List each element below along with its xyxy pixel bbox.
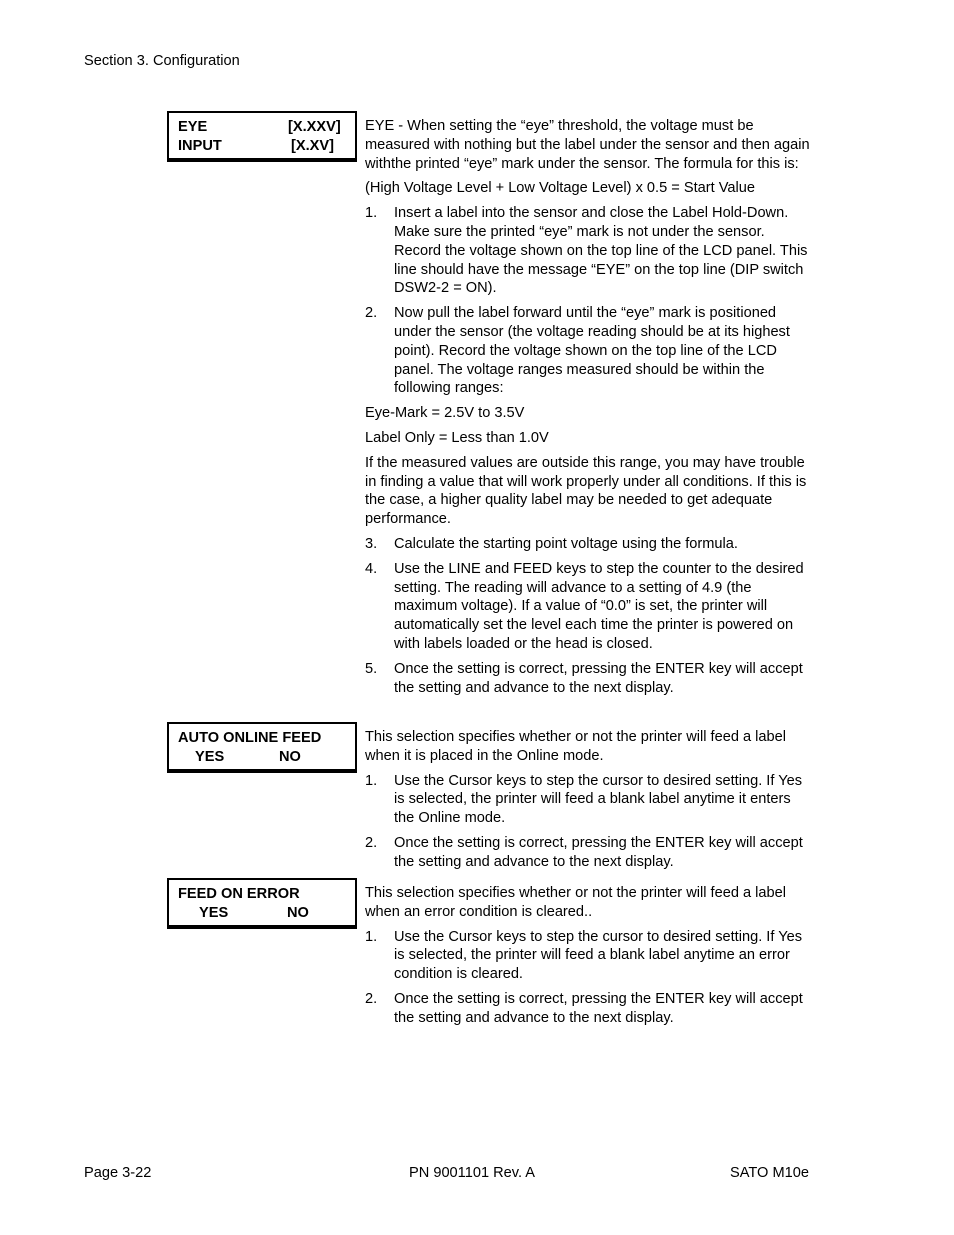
feed-on-error-lcd-display	[167, 878, 357, 929]
lcd-line1: FEED ON ERROR	[178, 886, 300, 902]
lcd-line2-left: YES	[195, 749, 225, 765]
item-text: Once the setting is correct, pressing the ENTER key will accept the setting and advance to the next display.	[394, 990, 803, 1026]
range-warning: If the measured values are outside this range, you may have trouble in finding a value that will work properly under all conditions. If this is the case, a higher quality label may be needed to get adequate performance.	[365, 454, 807, 528]
list-item	[365, 660, 810, 698]
label-only-range: Label Only = Less than 1.0V	[365, 429, 549, 446]
item-number: 5.	[365, 660, 378, 677]
item-text: Now pull the label forward until the “eye” mark is positioned under the sensor (the voltage reading should be at its highest point). Record the voltage shown on the top line of the LCD panel. The voltage ranges measured should be within the following ranges:	[394, 305, 790, 397]
lcd-line2-left: YES	[199, 905, 229, 921]
item-number: 2.	[365, 990, 378, 1007]
list-item	[365, 990, 810, 1028]
printer-model: SATO M10e	[730, 1165, 809, 1181]
list-item	[365, 772, 810, 828]
item-number: 4.	[365, 560, 378, 577]
part-number: PN 9001101 Rev. A	[409, 1165, 536, 1181]
item-text: Insert a label into the sensor and close the Label Hold-Down. Make sure the printed “eye” mark is not under the sensor. Record the voltage shown on the top line of the LCD panel. This line should have the message “EYE” on the top line (DIP switch DSW2-2 = ON).	[394, 205, 808, 297]
lcd-line1-right: [X.XXV]	[288, 119, 341, 135]
section-header: Section 3. Configuration	[84, 53, 240, 69]
feed-on-error-intro: This selection specifies whether or not the printer will feed a label when an error condition is cleared..	[365, 885, 787, 920]
eye-intro: EYE - When setting the “eye” threshold, the voltage must be measured with nothing but the label under the sensor and then again withthe printed “eye” mark under the sensor. The formula for this is:	[365, 118, 810, 172]
list-item	[365, 304, 810, 398]
lcd-line1: AUTO ONLINE FEED	[178, 730, 322, 746]
lcd-line2-left: INPUT	[178, 138, 222, 154]
eye-formula: (High Voltage Level + Low Voltage Level) x 0.5 = Start Value	[365, 180, 755, 197]
item-number: 3.	[365, 535, 378, 552]
list-item	[365, 928, 810, 984]
eye-section	[365, 117, 810, 703]
lcd-line1-left: EYE	[178, 119, 208, 135]
auto-online-section	[365, 728, 810, 878]
page-number: Page 3-22	[84, 1165, 152, 1181]
eye-lcd-display	[167, 111, 357, 162]
lcd-line2-right: NO	[279, 749, 301, 765]
list-item	[365, 560, 810, 654]
auto-online-intro: This selection specifies whether or not the printer will feed a label when it is placed in the Online mode.	[365, 729, 787, 764]
lcd-line2-right: NO	[287, 905, 309, 921]
lcd-line2-right: [X.XV]	[291, 138, 334, 154]
item-number: 2.	[365, 305, 378, 322]
item-text: Calculate the starting point voltage using the formula.	[394, 535, 738, 552]
item-text: Once the setting is correct, pressing the ENTER key will accept the setting and advance to the next display.	[394, 660, 803, 696]
item-text: Use the LINE and FEED keys to step the counter to the desired setting. The reading will advance to a setting of 4.9 (the maximum voltage). If a value of “0.0” is set, the printer will automatically set the level each time the printer is powered on with labels loaded or the head is closed.	[394, 560, 804, 652]
item-number: 1.	[365, 928, 378, 945]
item-text: Once the setting is correct, pressing the ENTER key will accept the setting and advance to the next display.	[394, 834, 803, 870]
item-number: 1.	[365, 205, 378, 222]
item-number: 1.	[365, 772, 378, 789]
list-item	[365, 204, 810, 298]
list-item	[365, 535, 810, 554]
item-text: Use the Cursor keys to step the cursor to desired setting. If Yes is selected, the printer will feed a blank label anytime an error condition is cleared.	[394, 928, 803, 983]
item-text: Use the Cursor keys to step the cursor to desired setting. If Yes is selected, the printer will feed a blank label anytime it enters the Online mode.	[394, 772, 803, 827]
feed-on-error-section	[365, 884, 810, 1034]
item-number: 2.	[365, 834, 378, 851]
list-item	[365, 834, 810, 872]
auto-online-lcd-display	[167, 722, 357, 773]
eye-mark-range: Eye-Mark = 2.5V to 3.5V	[365, 405, 525, 422]
